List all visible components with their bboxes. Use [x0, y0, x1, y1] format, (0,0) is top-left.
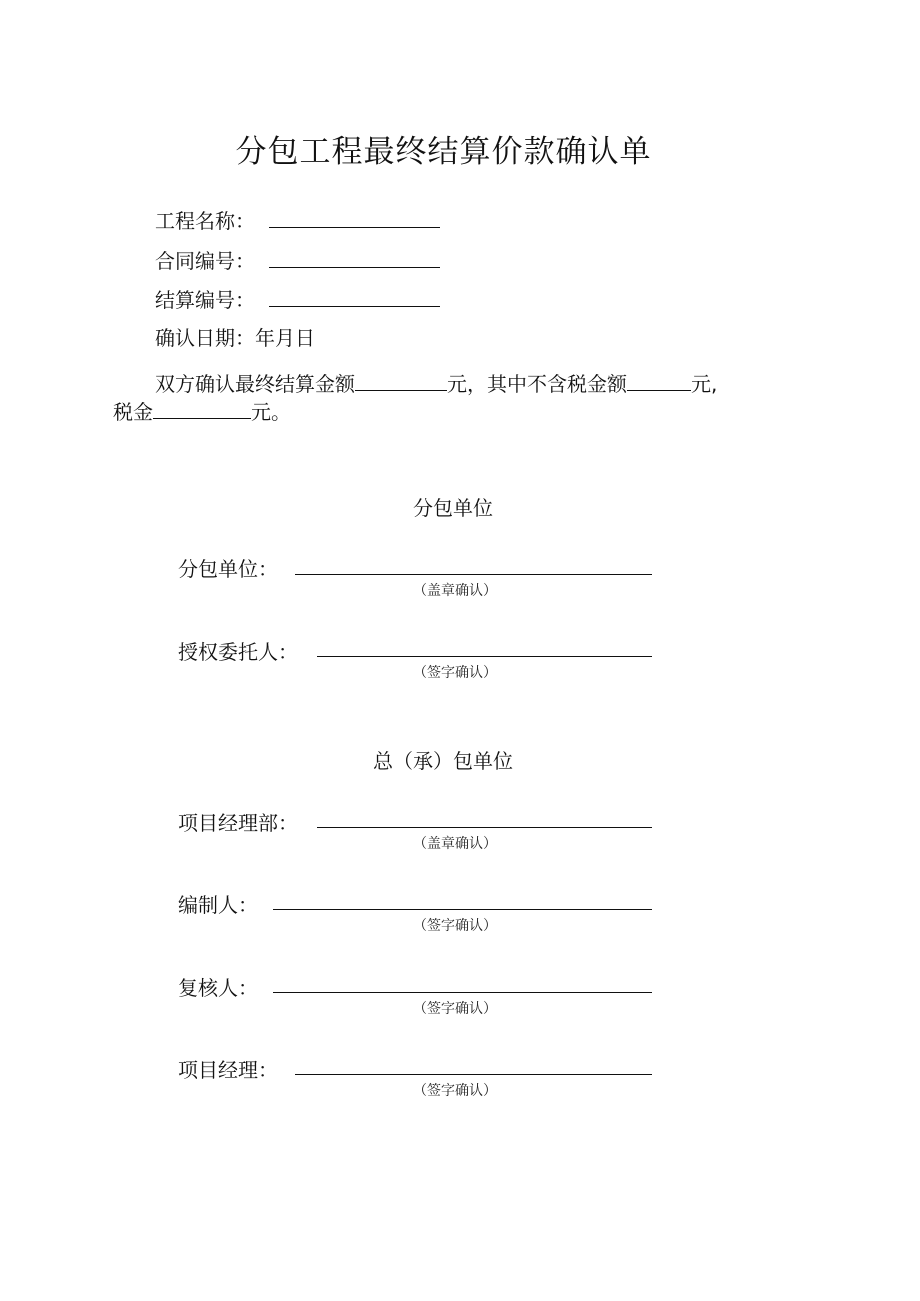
authorized-agent-note: （签字确认）: [413, 665, 497, 681]
project-name-blank[interactable]: [269, 205, 440, 228]
general-contractor-heading: 总（承）包单位: [373, 749, 513, 773]
document-title: 分包工程最终结算价款确认单: [235, 134, 652, 170]
project-name-row: [155, 205, 440, 234]
contract-no-label: 合同编号：: [155, 249, 255, 273]
authorized-agent-label: 授权委托人：: [178, 640, 298, 664]
project-dept-line[interactable]: [317, 827, 652, 828]
settlement-no-row: [155, 284, 440, 313]
confirm-date-row: [155, 322, 315, 351]
contract-no-row: [155, 245, 440, 274]
project-dept-note: （盖章确认）: [413, 836, 497, 852]
preparer-line[interactable]: [273, 909, 652, 910]
contract-no-blank[interactable]: [269, 245, 440, 268]
tax-amount-blank[interactable]: [153, 396, 251, 419]
reviewer-label: 复核人：: [178, 976, 258, 1000]
project-dept-label: 项目经理部：: [178, 811, 298, 835]
subcontractor-unit-line[interactable]: [295, 574, 652, 575]
statement-text-1: 双方确认最终结算金额: [155, 372, 355, 396]
authorized-agent-line[interactable]: [317, 656, 652, 657]
project-name-label: 工程名称：: [155, 209, 255, 233]
settlement-no-blank[interactable]: [269, 284, 440, 307]
subcontractor-unit-label: 分包单位：: [178, 557, 278, 581]
subcontractor-unit-note: （盖章确认）: [413, 583, 497, 599]
statement-line-2: [113, 396, 291, 425]
untaxed-amount-blank[interactable]: [627, 368, 691, 391]
statement-text-3: 元,: [691, 372, 718, 396]
reviewer-note: （签字确认）: [413, 1001, 497, 1017]
project-manager-line[interactable]: [295, 1074, 652, 1075]
settlement-no-label: 结算编号：: [155, 288, 255, 312]
preparer-note: （签字确认）: [413, 918, 497, 934]
subcontractor-heading: 分包单位: [413, 496, 493, 520]
project-manager-note: （签字确认）: [413, 1083, 497, 1099]
total-amount-blank[interactable]: [355, 368, 447, 391]
preparer-label: 编制人：: [178, 893, 258, 917]
statement-text-5: 元。: [251, 400, 291, 424]
statement-text-2: 元，其中不含税金额: [447, 372, 627, 396]
reviewer-line[interactable]: [273, 992, 652, 993]
statement-text-4: 税金: [113, 400, 153, 424]
confirm-date-label: 确认日期：年月日: [155, 326, 315, 350]
statement-line-1: [155, 368, 717, 397]
project-manager-label: 项目经理：: [178, 1058, 278, 1082]
